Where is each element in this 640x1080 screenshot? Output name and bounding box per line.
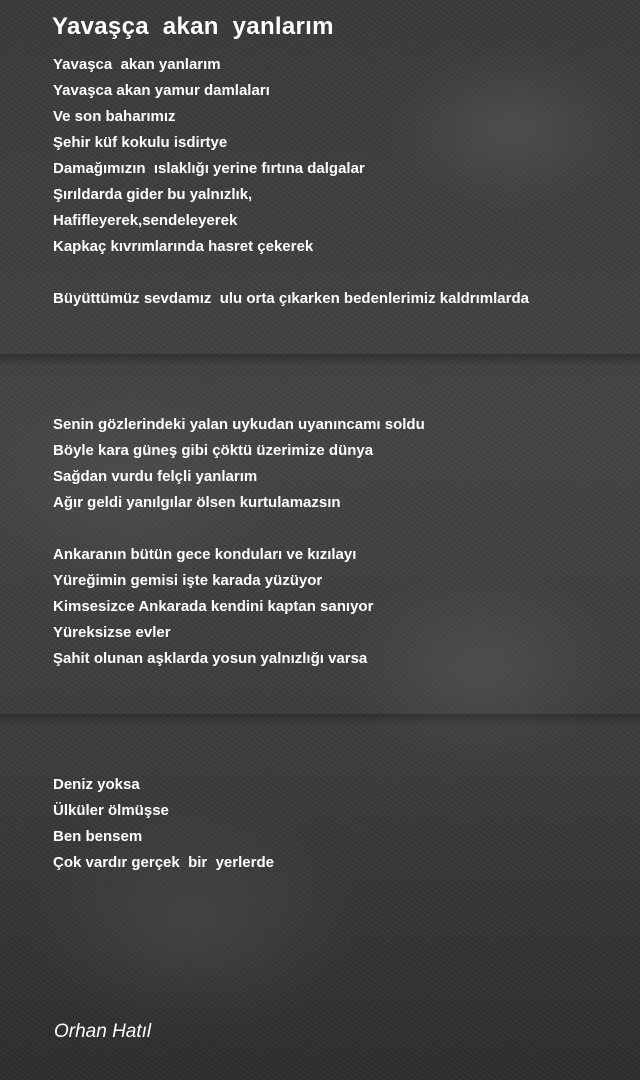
poem-line: Şehir küf kokulu isdirtye xyxy=(53,134,228,151)
poem-line: Çok vardır gerçek bir yerlerde xyxy=(53,854,274,871)
section-divider xyxy=(0,714,640,726)
poem-line: Hafifleyerek,sendeleyerek xyxy=(53,212,238,229)
poem-line: Yüreğimin gemisi işte karada yüzüyor xyxy=(53,572,323,589)
poem-line: Yavaşca akan yamur damlaları xyxy=(53,82,270,99)
poem-line: Büyüttümüz sevdamız ulu orta çıkarken bedenlerimiz kaldrımlarda xyxy=(53,290,529,307)
poem-line: Damağımızın ıslaklığı yerine fırtına dalgalar xyxy=(53,160,365,177)
poem-line: Deniz yoksa xyxy=(53,776,140,793)
poem-line: Ben bensem xyxy=(53,828,143,845)
poem-line: Kapkaç kıvrımlarında hasret çekerek xyxy=(53,238,314,255)
poem-line: Ve son baharımız xyxy=(53,108,176,125)
poem-line: Ağır geldi yanılgılar ölsen kurtulamazsın xyxy=(53,494,341,511)
poem-line: Şırıldarda gider bu yalnızlık, xyxy=(53,186,253,203)
section-divider xyxy=(0,354,640,366)
poem-line: Ülküler ölmüşse xyxy=(53,802,169,819)
poem-line: Yavaşca akan yanlarım xyxy=(53,56,221,73)
poem-title: Yavaşça akan yanlarım xyxy=(52,13,334,40)
poem-line: Senin gözlerindeki yalan uykudan uyanıncamı soldu xyxy=(53,416,425,433)
poem-line: Kimsesizce Ankarada kendini kaptan sanıyor xyxy=(53,598,374,615)
poem-line: Böyle kara güneş gibi çöktü üzerimize dünya xyxy=(53,442,374,459)
poem-line: Sağdan vurdu felçli yanlarım xyxy=(53,468,258,485)
poem-line: Şahit olunan aşklarda yosun yalnızlığı varsa xyxy=(53,650,368,667)
poem-author: Orhan Hatıl xyxy=(54,1021,152,1042)
poem-line: Yüreksizse evler xyxy=(53,624,171,641)
poem-line: Ankaranın bütün gece konduları ve kızılayı xyxy=(53,546,357,563)
